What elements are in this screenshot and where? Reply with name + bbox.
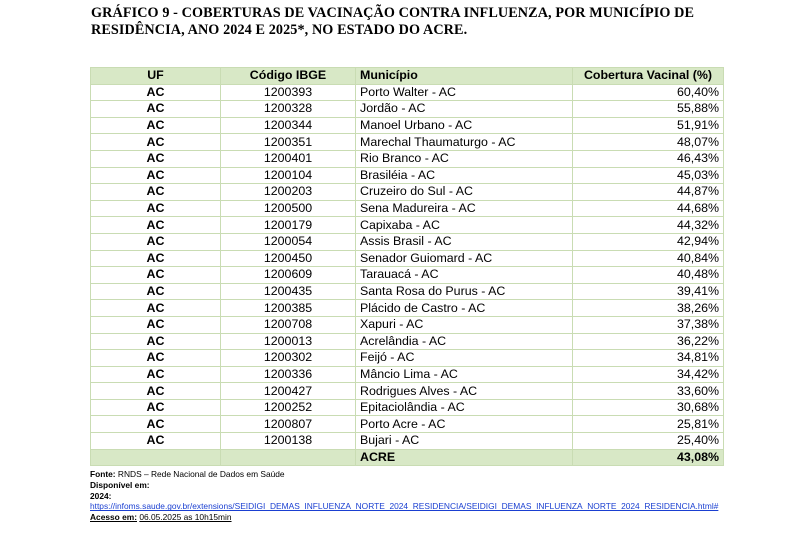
- cell-codigo-ibge: 1200807: [221, 416, 356, 433]
- cell-uf: AC: [91, 283, 221, 300]
- cell-cobertura: 42,94%: [573, 233, 724, 250]
- cell-uf: AC: [91, 250, 221, 267]
- cell-cobertura: 25,81%: [573, 416, 724, 433]
- cell-cobertura: 34,42%: [573, 366, 724, 383]
- cell-uf: AC: [91, 200, 221, 217]
- cell-municipio: Santa Rosa do Purus - AC: [356, 283, 573, 300]
- cell-cobertura: 44,68%: [573, 200, 724, 217]
- cell-cobertura: 30,68%: [573, 399, 724, 416]
- cell-uf: AC: [91, 300, 221, 317]
- cell-cobertura: 40,48%: [573, 267, 724, 284]
- cell-cobertura: 48,07%: [573, 134, 724, 151]
- year-label: 2024:: [90, 490, 112, 501]
- cell-municipio: Assis Brasil - AC: [356, 233, 573, 250]
- cell-uf: AC: [91, 267, 221, 284]
- cell-codigo-ibge: 1200401: [221, 150, 356, 167]
- cell-codigo-ibge: 1200203: [221, 184, 356, 201]
- cell-municipio: Manoel Urbano - AC: [356, 117, 573, 134]
- table-row: [91, 383, 724, 400]
- coverage-table: [90, 67, 724, 466]
- cell-cobertura: 40,84%: [573, 250, 724, 267]
- column-header-codigo-ibge: Código IBGE: [221, 68, 356, 85]
- source-text: RNDS – Rede Nacional de Dados em Saúde: [117, 469, 285, 479]
- cell-codigo-ibge: 1200252: [221, 399, 356, 416]
- table-row: [91, 217, 724, 234]
- source-footer: [90, 469, 770, 523]
- cell-codigo-ibge: 1200708: [221, 316, 356, 333]
- cell-municipio: Epitaciolândia - AC: [356, 399, 573, 416]
- cell-uf: AC: [91, 383, 221, 400]
- cell-cobertura: 44,87%: [573, 184, 724, 201]
- total-empty-cell: [91, 449, 221, 466]
- cell-cobertura: 36,22%: [573, 333, 724, 350]
- cell-municipio: Bujari - AC: [356, 433, 573, 450]
- cell-codigo-ibge: 1200179: [221, 217, 356, 234]
- cell-codigo-ibge: 1200328: [221, 101, 356, 118]
- cell-municipio: Tarauacá - AC: [356, 267, 573, 284]
- cell-municipio: Porto Walter - AC: [356, 84, 573, 101]
- cell-municipio: Xapuri - AC: [356, 316, 573, 333]
- cell-cobertura: 33,60%: [573, 383, 724, 400]
- cell-cobertura: 38,26%: [573, 300, 724, 317]
- cell-cobertura: 55,88%: [573, 101, 724, 118]
- cell-codigo-ibge: 1200336: [221, 366, 356, 383]
- cell-codigo-ibge: 1200351: [221, 134, 356, 151]
- table-row: [91, 200, 724, 217]
- cell-cobertura: 25,40%: [573, 433, 724, 450]
- cell-cobertura: 45,03%: [573, 167, 724, 184]
- table-row: [91, 134, 724, 151]
- cell-municipio: Cruzeiro do Sul - AC: [356, 184, 573, 201]
- table-row: [91, 300, 724, 317]
- table-row: [91, 399, 724, 416]
- cell-uf: AC: [91, 217, 221, 234]
- cell-codigo-ibge: 1200302: [221, 350, 356, 367]
- total-coverage: 43,08%: [573, 449, 724, 466]
- cell-cobertura: 37,38%: [573, 316, 724, 333]
- table-row: [91, 101, 724, 118]
- cell-uf: AC: [91, 316, 221, 333]
- cell-municipio: Mâncio Lima - AC: [356, 366, 573, 383]
- total-row: [91, 449, 724, 466]
- table-header-row: [91, 68, 724, 85]
- cell-cobertura: 34,81%: [573, 350, 724, 367]
- table-row: [91, 366, 724, 383]
- cell-municipio: Brasiléia - AC: [356, 167, 573, 184]
- cell-codigo-ibge: 1200393: [221, 84, 356, 101]
- cell-uf: AC: [91, 416, 221, 433]
- cell-cobertura: 44,32%: [573, 217, 724, 234]
- access-date: 06.05.2025 as 10h15min: [139, 512, 232, 523]
- available-label: Disponível em:: [90, 479, 150, 490]
- cell-uf: AC: [91, 101, 221, 118]
- cell-uf: AC: [91, 233, 221, 250]
- table-row: [91, 233, 724, 250]
- cell-codigo-ibge: 1200138: [221, 433, 356, 450]
- source-link[interactable]: https://infoms.saude.gov.br/extensions/SEIDIGI_DEMAS_INFLUENZA_NORTE_2024_RESIDENCIA/SEIDIGI_DEMAS_INFLUENZA_NORTE_2024_RESIDENCIA.html#: [90, 501, 719, 512]
- column-header-uf: UF: [91, 68, 221, 85]
- table-row: [91, 117, 724, 134]
- cell-cobertura: 46,43%: [573, 150, 724, 167]
- cell-uf: AC: [91, 167, 221, 184]
- cell-codigo-ibge: 1200450: [221, 250, 356, 267]
- cell-cobertura: 51,91%: [573, 117, 724, 134]
- table-row: [91, 416, 724, 433]
- table-row: [91, 84, 724, 101]
- access-label: Acesso em:: [90, 512, 138, 523]
- cell-uf: AC: [91, 433, 221, 450]
- cell-codigo-ibge: 1200344: [221, 117, 356, 134]
- cell-municipio: Senador Guiomard - AC: [356, 250, 573, 267]
- cell-municipio: Plácido de Castro - AC: [356, 300, 573, 317]
- total-empty-cell: [221, 449, 356, 466]
- cell-municipio: Capixaba - AC: [356, 217, 573, 234]
- cell-uf: AC: [91, 333, 221, 350]
- cell-municipio: Rodrigues Alves - AC: [356, 383, 573, 400]
- cell-municipio: Sena Madureira - AC: [356, 200, 573, 217]
- access-line: [90, 512, 770, 523]
- table-row: [91, 167, 724, 184]
- cell-municipio: Rio Branco - AC: [356, 150, 573, 167]
- cell-codigo-ibge: 1200427: [221, 383, 356, 400]
- cell-codigo-ibge: 1200385: [221, 300, 356, 317]
- table-row: [91, 184, 724, 201]
- cell-uf: AC: [91, 399, 221, 416]
- table-row: [91, 283, 724, 300]
- cell-municipio: Acrelândia - AC: [356, 333, 573, 350]
- cell-uf: AC: [91, 350, 221, 367]
- source-line: [90, 469, 770, 480]
- cell-uf: AC: [91, 134, 221, 151]
- cell-codigo-ibge: 1200609: [221, 267, 356, 284]
- table-row: [91, 433, 724, 450]
- cell-cobertura: 39,41%: [573, 283, 724, 300]
- cell-codigo-ibge: 1200104: [221, 167, 356, 184]
- table-row: [91, 267, 724, 284]
- table-row: [91, 316, 724, 333]
- cell-municipio: Porto Acre - AC: [356, 416, 573, 433]
- cell-uf: AC: [91, 366, 221, 383]
- table-row: [91, 350, 724, 367]
- cell-codigo-ibge: 1200500: [221, 200, 356, 217]
- page-title: GRÁFICO 9 - COBERTURAS DE VACINAÇÃO CONTRA INFLUENZA, POR MUNICÍPIO DE RESIDÊNCIA, ANO 2024 E 2025*, NO ESTADO DO ACRE.: [91, 5, 695, 38]
- total-label: ACRE: [356, 449, 573, 466]
- cell-cobertura: 60,40%: [573, 84, 724, 101]
- cell-municipio: Jordão - AC: [356, 101, 573, 118]
- cell-uf: AC: [91, 184, 221, 201]
- cell-municipio: Marechal Thaumaturgo - AC: [356, 134, 573, 151]
- cell-municipio: Feijó - AC: [356, 350, 573, 367]
- cell-codigo-ibge: 1200013: [221, 333, 356, 350]
- table-row: [91, 333, 724, 350]
- table-row: [91, 250, 724, 267]
- column-header-municipio: Município: [356, 68, 573, 85]
- cell-uf: AC: [91, 117, 221, 134]
- cell-codigo-ibge: 1200435: [221, 283, 356, 300]
- source-label: Fonte:: [90, 469, 116, 479]
- cell-uf: AC: [91, 150, 221, 167]
- column-header-cobertura: Cobertura Vacinal (%): [573, 68, 724, 85]
- table-row: [91, 150, 724, 167]
- cell-codigo-ibge: 1200054: [221, 233, 356, 250]
- cell-uf: AC: [91, 84, 221, 101]
